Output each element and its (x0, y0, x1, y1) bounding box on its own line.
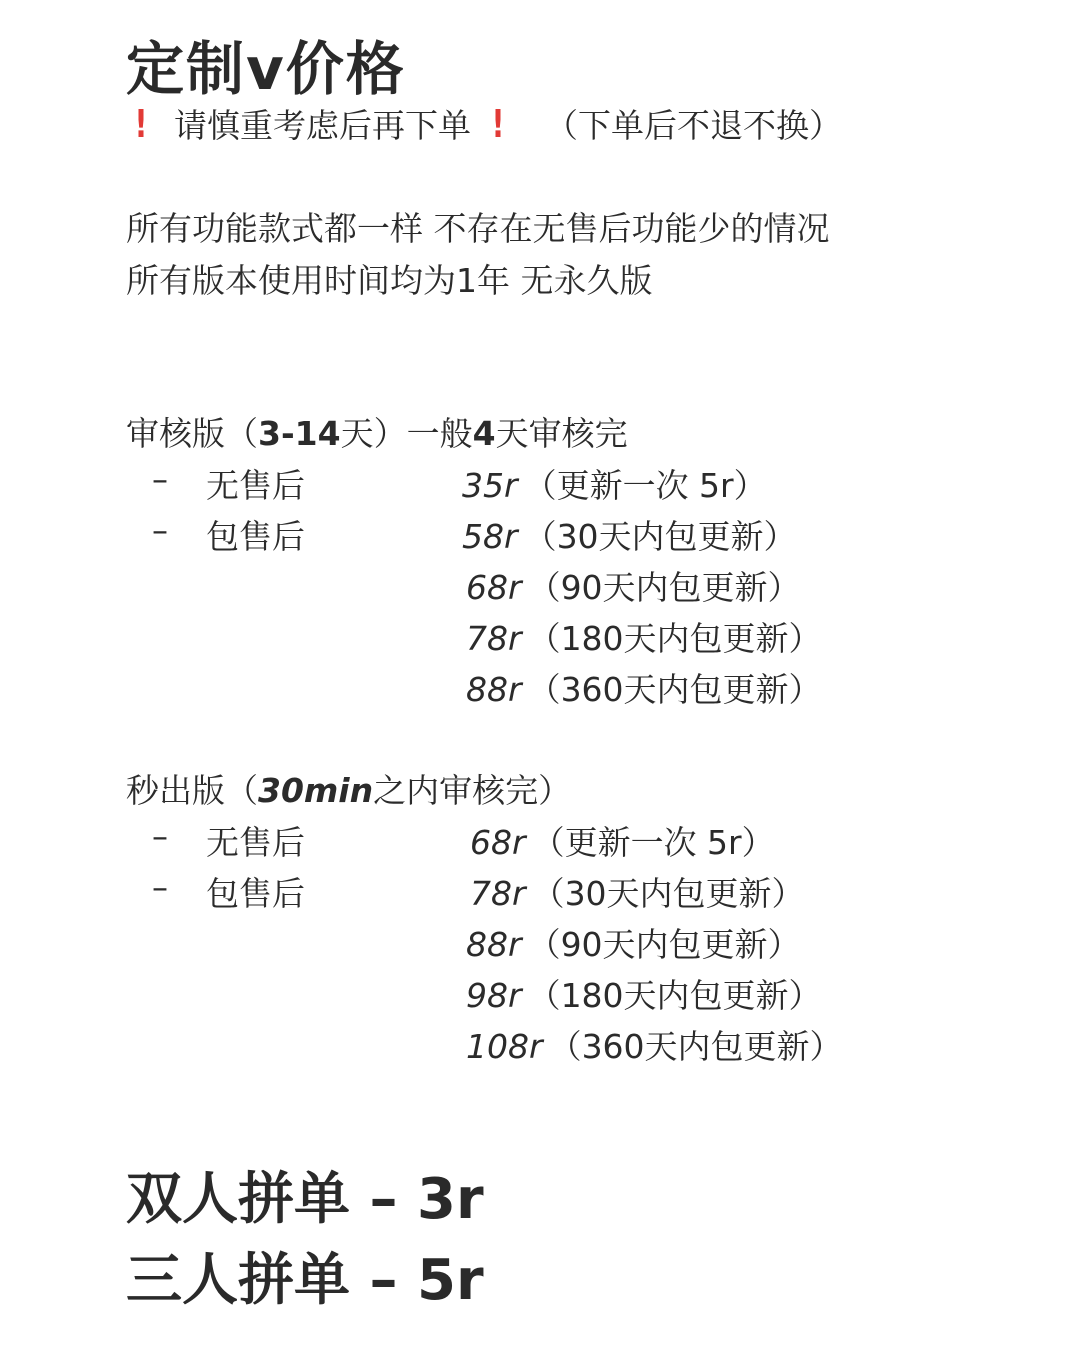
price-row (466, 664, 822, 711)
page-title: 定制v价格 (126, 35, 406, 103)
section-heading-instant (126, 765, 571, 812)
warning-notice (128, 100, 842, 147)
price-detail: （90天内包更新） (527, 925, 801, 964)
option-no-aftersales: 无售后 (206, 823, 305, 862)
heading-suffix: 天）一般 (340, 414, 473, 453)
exclamation-icon: ! (491, 101, 505, 146)
price-row (466, 919, 801, 966)
heading-suffix: 之内审核完） (373, 771, 572, 810)
option-no-aftersales: 无售后 (206, 466, 305, 505)
price-amount: 58r (462, 517, 518, 556)
list-dash: – (152, 460, 168, 498)
price-row (470, 868, 805, 915)
price-amount: 68r (466, 568, 522, 607)
no-refund-note: （下单后不退不换） (545, 106, 842, 145)
info-line-features: 所有功能款式都一样 不存在无售后功能少的情况 (126, 209, 830, 248)
price-amount: 68r (470, 823, 526, 862)
list-dash: – (152, 817, 168, 855)
price-detail: （90天内包更新） (527, 568, 801, 607)
price-amount: 78r (470, 874, 526, 913)
heading-days-typical: 4 (472, 414, 496, 453)
heading-days-range: 3-14 (258, 414, 341, 453)
group-deal-three: 三人拼单 – 5r (126, 1248, 484, 1313)
price-detail: （180天内包更新） (527, 976, 822, 1015)
price-amount: 88r (466, 925, 522, 964)
price-amount: 98r (466, 976, 522, 1015)
price-detail: （更新一次 5r） (523, 466, 767, 505)
price-detail: （30天内包更新） (523, 517, 797, 556)
price-row (462, 511, 797, 558)
info-line-duration: 所有版本使用时间均为1年 无永久版 (126, 261, 653, 300)
option-with-aftersales: 包售后 (206, 874, 305, 913)
heading-prefix: 审核版（ (126, 414, 258, 453)
list-dash: – (152, 868, 168, 906)
price-detail: （360天内包更新） (527, 670, 822, 709)
heading-suffix-2: 天审核完 (495, 414, 628, 453)
section-heading-review (126, 408, 628, 455)
price-row (470, 817, 775, 864)
price-amount: 108r (466, 1027, 543, 1066)
price-row (466, 970, 822, 1017)
group-deal-two: 双人拼单 – 3r (126, 1167, 484, 1232)
heading-time: 30min (258, 771, 374, 810)
price-detail: （30天内包更新） (531, 874, 805, 913)
price-row (462, 460, 767, 507)
price-amount: 35r (462, 466, 518, 505)
price-row (466, 562, 801, 609)
price-row (466, 1021, 843, 1068)
price-row (466, 613, 822, 660)
price-amount: 88r (466, 670, 522, 709)
price-detail: （180天内包更新） (527, 619, 822, 658)
exclamation-icon: ! (134, 101, 148, 146)
price-detail: （360天内包更新） (548, 1027, 843, 1066)
option-with-aftersales: 包售后 (206, 517, 305, 556)
list-dash: – (152, 511, 168, 549)
warning-text: 请慎重考虑后再下单 (174, 106, 471, 145)
price-detail: （更新一次 5r） (531, 823, 775, 862)
price-amount: 78r (466, 619, 522, 658)
heading-prefix: 秒出版（ (126, 771, 258, 810)
